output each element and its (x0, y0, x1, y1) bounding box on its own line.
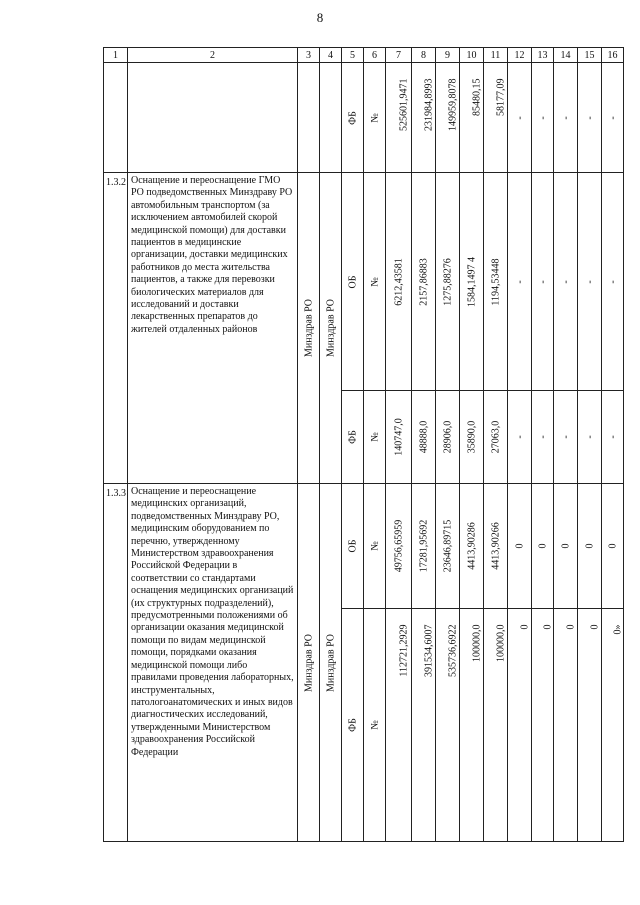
value-cell: 4413,90266 (490, 522, 501, 570)
funding-source: ФБ (347, 718, 358, 732)
header-row (104, 48, 624, 63)
table-row (104, 484, 624, 609)
col-header: 4 (320, 48, 342, 63)
value-cell: 58177,09 (495, 78, 506, 116)
value-cell: - (560, 115, 571, 120)
col-header: 5 (342, 48, 364, 63)
value-cell: 0 (519, 624, 530, 630)
item-number: 1.3.3 (104, 484, 128, 842)
number-sign: № (369, 112, 380, 123)
number-sign: № (369, 720, 380, 730)
value-cell: - (514, 435, 525, 439)
value-cell: - (607, 435, 618, 439)
item-description: Оснащение и переоснащение ГМО РО подведомственных Минздраву РО автомобильным транспортом (за исключением автомобилей скорой медицинской помощи) для доставки пациентов в медицинские организации, доставки медицинских работников до места жительства пациентов, а также для перевозки биологических материалов для исследований и доставки лекарственных препаратов до жителей отдаленных районов (128, 173, 298, 484)
col-header: 3 (298, 48, 320, 63)
value-cell: 1194,53448 (490, 257, 501, 306)
value-cell: - (537, 279, 548, 284)
value-cell: - (584, 115, 595, 120)
value-cell: 0 (542, 624, 553, 630)
value-cell: 0 (565, 624, 576, 630)
value-cell: 4413,90286 (466, 522, 477, 570)
executor: Минздрав РО (303, 298, 314, 358)
col-header: 10 (460, 48, 484, 63)
number-sign: № (369, 276, 380, 287)
value-cell: 0 (607, 543, 618, 549)
value-cell: - (607, 279, 618, 284)
value-cell: 0 (584, 543, 595, 549)
value-cell: 535736,6922 (447, 624, 458, 677)
item-description: Оснащение и переоснащение медицинских организаций, подведомственных Минздраву РО, медицинским оборудованием по перечню, утвержденному Министерством здравоохранения Российской Федерации в соответствии со стандартами оснащения медицинских организаций (их структурных подразделений), предусмотренными положениями об организации оказания медицинской помощи по видам медицинской помощи, порядками оказания медицинской помощи либо правилами проведения лабораторных, инструментальных, патологоанатомических и иных видов диагностических исследований, утвержденными Министерством здравоохранения Российской Федерации (128, 484, 298, 842)
value-cell: 6212,43581 (393, 257, 404, 306)
value-cell: 149959,8078 (447, 78, 458, 131)
col-header: 16 (602, 48, 624, 63)
value-cell: - (584, 279, 595, 284)
value-cell: 112721,2929 (398, 624, 409, 677)
executor: Минздрав РО (325, 633, 336, 692)
page-number: 8 (316, 10, 324, 25)
value-cell: - (514, 279, 525, 284)
value-cell: 1275,88276 (442, 257, 453, 306)
funding-source: ОБ (347, 539, 358, 553)
value-cell: 100000,0 (495, 624, 506, 662)
col-header: 1 (104, 48, 128, 63)
value-cell: 2157,86883 (418, 257, 429, 306)
col-header: 15 (578, 48, 602, 63)
value-cell: 35890,0 (466, 420, 477, 454)
number-sign: № (369, 432, 380, 442)
table-row (104, 173, 624, 391)
value-cell: - (607, 115, 618, 120)
value-cell: - (584, 435, 595, 439)
value-cell: 0» (612, 624, 623, 635)
value-cell: 0 (514, 543, 525, 549)
col-header: 11 (484, 48, 508, 63)
col-header: 9 (436, 48, 460, 63)
value-cell: 1584,1497 4 (466, 256, 477, 307)
value-cell: 17281,95692 (418, 519, 429, 573)
col-header: 2 (128, 48, 298, 63)
col-header: 13 (532, 48, 554, 63)
value-cell: 27063,0 (490, 420, 501, 454)
funding-source: ОБ (347, 275, 358, 288)
value-cell: 85480,15 (471, 78, 482, 116)
col-header: 6 (364, 48, 386, 63)
value-cell: 49756,65959 (393, 519, 404, 573)
value-cell: - (560, 435, 571, 439)
value-cell: 0 (537, 543, 548, 549)
value-cell: - (537, 115, 548, 120)
number-sign: № (369, 541, 380, 551)
item-number: 1.3.2 (104, 173, 128, 484)
col-header: 8 (412, 48, 436, 63)
executor: Минздрав РО (325, 298, 336, 358)
funding-source: ФБ (347, 110, 358, 125)
value-cell: 391534,6007 (423, 624, 434, 677)
col-header: 12 (508, 48, 532, 63)
value-cell: 140747,0 (393, 418, 404, 456)
value-cell: 28906,0 (442, 420, 453, 454)
value-cell: 231984,8993 (423, 78, 434, 131)
col-header: 14 (554, 48, 578, 63)
program-table (103, 47, 624, 842)
table-row (104, 63, 624, 173)
value-cell: 48888,0 (418, 420, 429, 454)
value-cell: - (514, 115, 525, 120)
value-cell: - (537, 435, 548, 439)
value-cell: 0 (589, 624, 600, 630)
value-cell: 100000,0 (471, 624, 482, 662)
executor: Минздрав РО (303, 633, 314, 692)
value-cell: 525601,9471 (398, 78, 409, 131)
value-cell: - (560, 279, 571, 284)
value-cell: 23646,89715 (442, 519, 453, 573)
col-header: 7 (386, 48, 412, 63)
value-cell: 0 (560, 543, 571, 549)
funding-source: ФБ (347, 430, 358, 444)
